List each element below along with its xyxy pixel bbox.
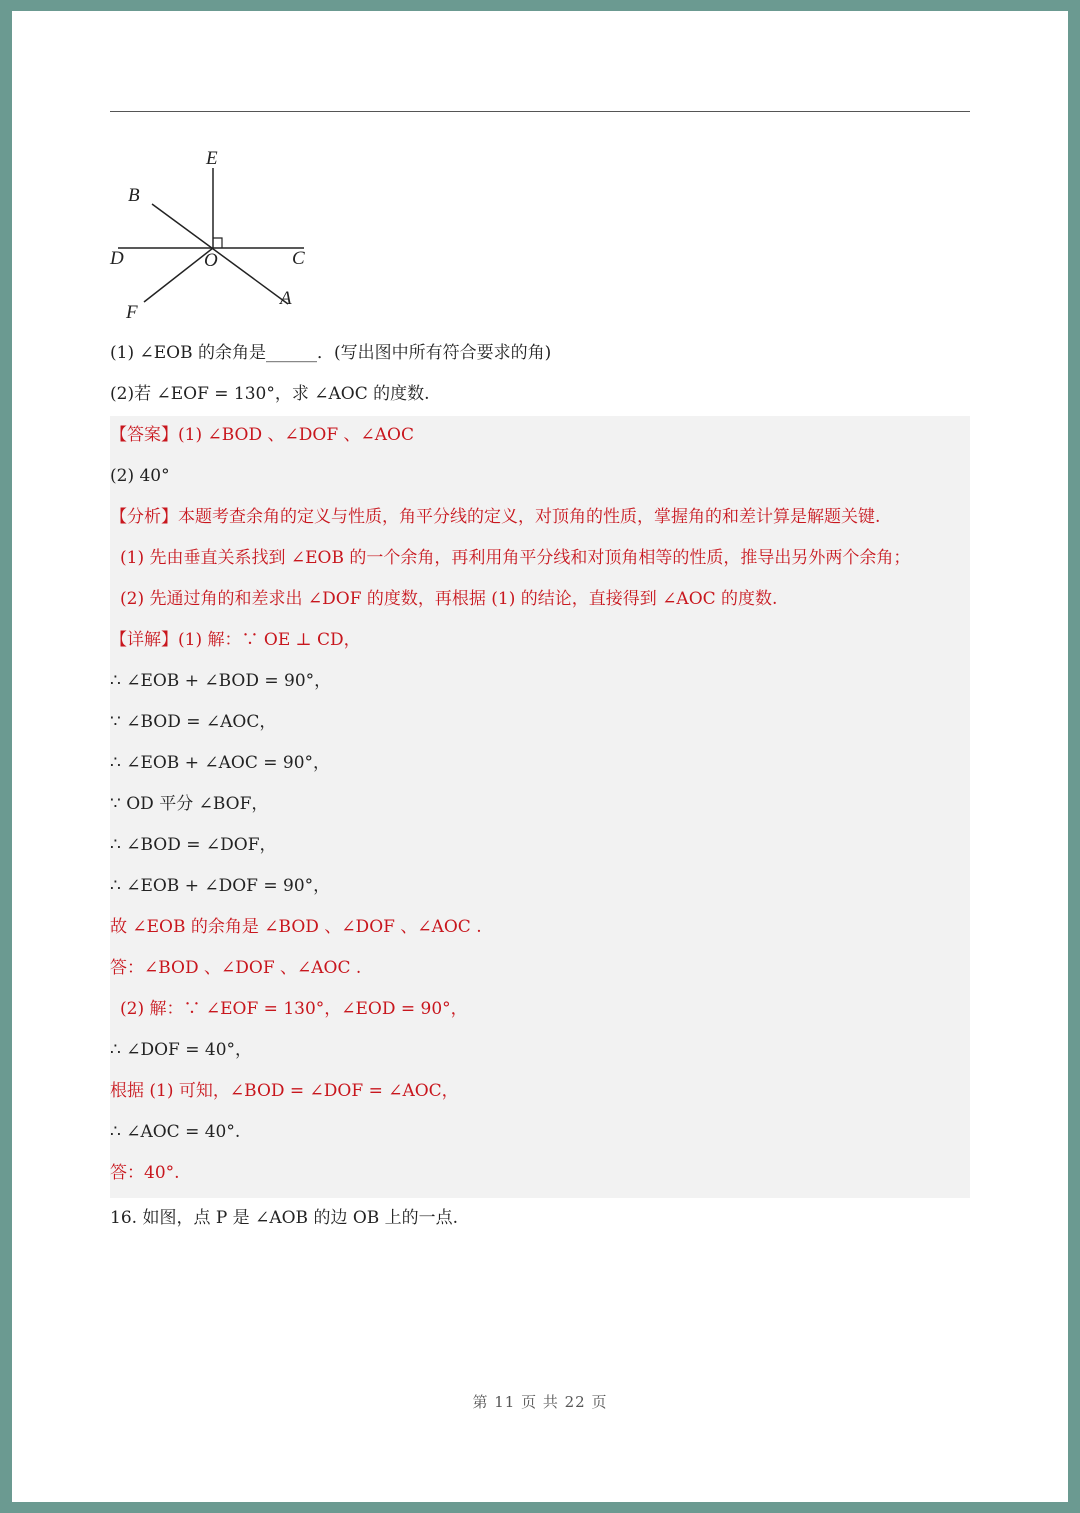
analysis-tag: 【分析】 — [110, 507, 178, 527]
label-f: F — [126, 302, 138, 323]
answer-line — [110, 423, 414, 447]
analysis-line — [110, 505, 880, 529]
ray-of — [144, 248, 213, 302]
right-angle-mark — [213, 238, 222, 248]
answer-part-2: (2) 40° — [110, 466, 170, 486]
detail-step-9: (2) 解：∵ ∠EOF = 130°，∠EOD = 90°， — [120, 999, 468, 1019]
label-d: D — [110, 248, 124, 269]
answer-tag: 【答案】 — [110, 425, 178, 445]
detail-step-13: 答：40°. — [110, 1163, 180, 1183]
question-part-1: (1) ∠EOB 的余角是______．(写出图中所有符合要求的角) — [110, 343, 552, 363]
detail-step-6: ∴ ∠EOB + ∠DOF = 90°， — [110, 876, 331, 896]
detail-line — [110, 628, 361, 652]
analysis-step-1: (1) 先由垂直关系找到 ∠EOB 的一个余角，再利用角平分线和对顶角相等的性质，推导出另外两个余角； — [120, 548, 911, 568]
detail-step-1: ∴ ∠EOB + ∠BOD = 90°， — [110, 671, 332, 691]
question-part-2: (2)若 ∠EOF = 130°，求 ∠AOC 的度数. — [110, 384, 430, 404]
detail-step-4: ∵ OD 平分 ∠BOF， — [110, 794, 269, 814]
detail-step-10: ∴ ∠DOF = 40°， — [110, 1040, 253, 1060]
analysis-text: 本题考查余角的定义与性质，角平分线的定义，对顶角的性质，掌握角的和差计算是解题关键. — [178, 507, 881, 527]
label-c: C — [292, 248, 305, 269]
analysis-step-2: (2) 先通过角的和差求出 ∠DOF 的度数，再根据 (1) 的结论，直接得到 ∠AOC 的度数. — [120, 589, 778, 609]
line-ba — [152, 204, 288, 304]
detail-step-11: 根据 (1) 可知，∠BOD = ∠DOF = ∠AOC， — [110, 1081, 459, 1101]
detail-step-12: ∴ ∠AOC = 40°. — [110, 1122, 241, 1142]
label-o: O — [204, 250, 218, 271]
document-page — [12, 11, 1068, 1502]
detail-tag: 【详解】 — [110, 630, 178, 650]
label-e: E — [206, 148, 218, 169]
detail-step-7: 故 ∠EOB 的余角是 ∠BOD 、∠DOF 、∠AOC . — [110, 917, 482, 937]
detail-step-2: ∵ ∠BOD = ∠AOC， — [110, 712, 277, 732]
answer-part-1: (1) ∠BOD 、∠DOF 、∠AOC — [178, 425, 414, 445]
detail-step-8: 答：∠BOD 、∠DOF 、∠AOC . — [110, 958, 362, 978]
detail-step-5: ∴ ∠BOD = ∠DOF， — [110, 835, 277, 855]
header-rule — [110, 111, 970, 112]
detail-step-3: ∴ ∠EOB + ∠AOC = 90°， — [110, 753, 331, 773]
next-question: 16. 如图，点 P 是 ∠AOB 的边 OB 上的一点. — [110, 1208, 459, 1228]
label-b: B — [128, 185, 140, 206]
label-a: A — [280, 288, 292, 309]
detail-step-0: (1) 解：∵ OE ⊥ CD， — [178, 630, 361, 650]
geometry-figure — [104, 146, 314, 326]
page-footer: 第 11 页 共 22 页 — [472, 1393, 608, 1411]
